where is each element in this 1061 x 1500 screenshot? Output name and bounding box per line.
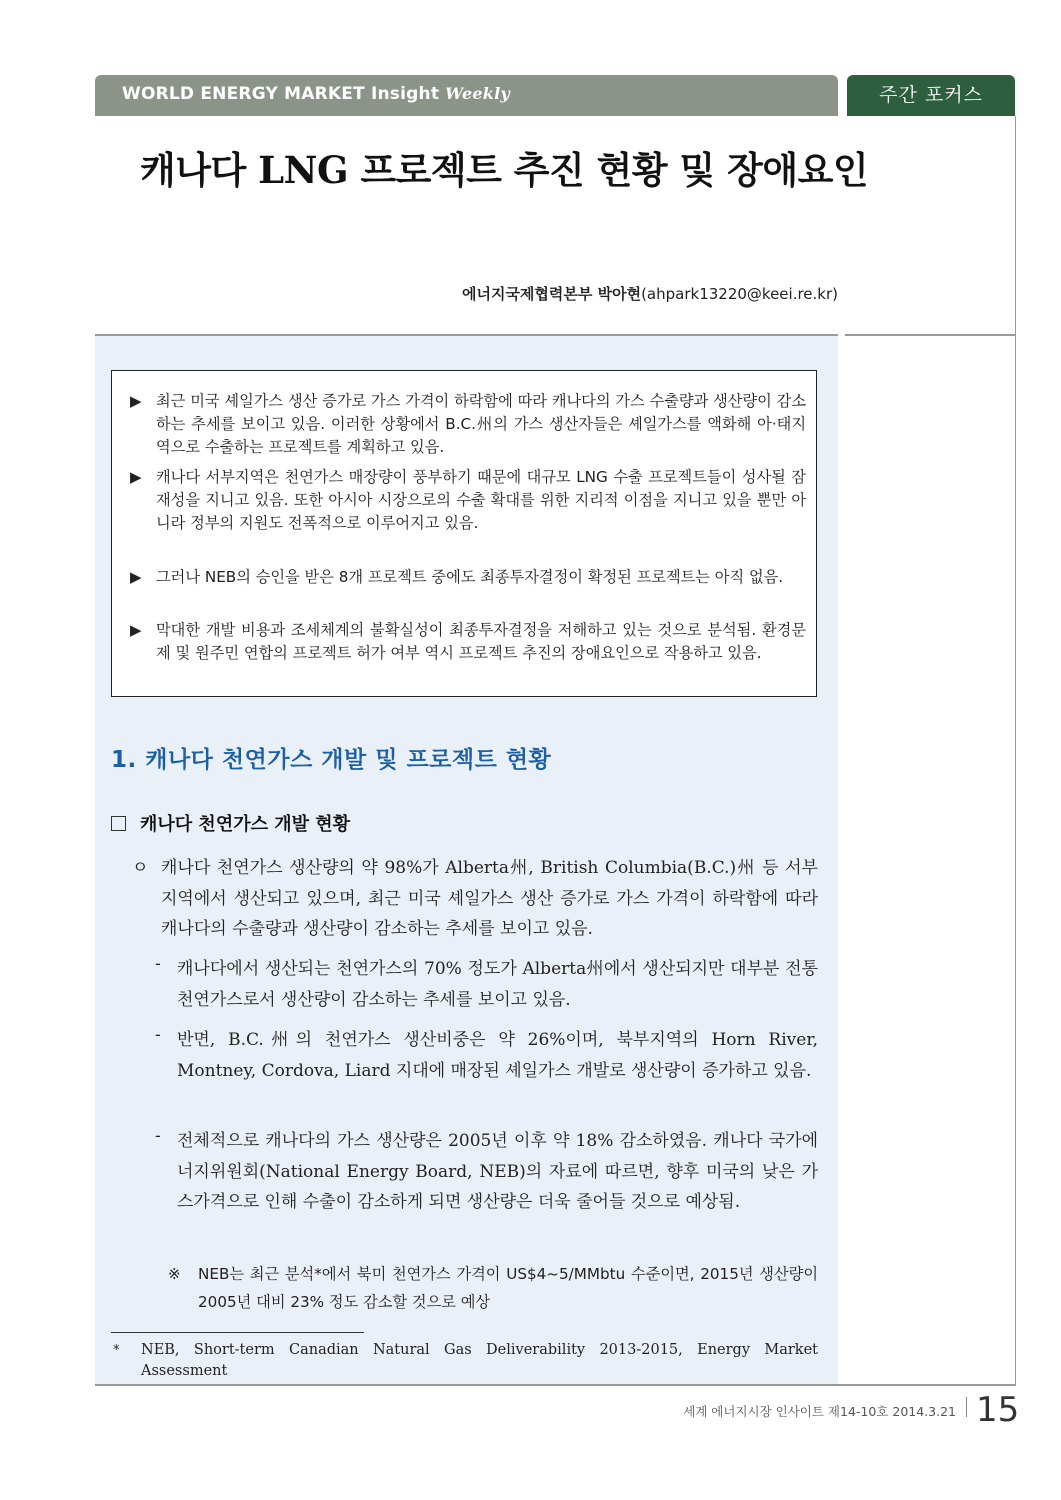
dash-paragraph: 캐나다에서 생산되는 천연가스의 70% 정도가 Alberta州에서 생산되지만 대부분 전통 천연가스로서 생산량이 감소하는 추세를 보이고 있음. (177, 959, 818, 1010)
summary-item: ▶ 막대한 개발 비용과 조세체계의 불확실성이 최종투자결정을 저해하고 있는 것으로 분석됨. 환경문제 및 원주민 연합의 프로젝트 허가 여부 역시 프로젝트 추진의 장애요인으로 작용하고 있음. (130, 621, 806, 662)
bullet-arrow-icon: ▶ (130, 468, 142, 486)
circle-bullet: ㅇ (132, 858, 149, 878)
series-title: WORLD ENERGY MARKET Insight Weekly (122, 84, 510, 104)
footnote-rule (111, 1332, 364, 1333)
section-heading: 1. 캐나다 천연가스 개발 및 프로젝트 현황 (111, 747, 552, 773)
article-title: 캐나다 LNG 프로젝트 추진 현황 및 장애요인 (140, 148, 869, 192)
summary-item: ▶ 캐나다 서부지역은 천연가스 매장량이 풍부하기 때문에 대규모 LNG 수출 프로젝트들이 성사될 잠재성을 지니고 있음. 또한 아시아 시장으로의 수출 확대를 위한 지리적 이점을 지니고 있을 뿐만 아니라 정부의 지원도 전폭적으로 이루어지고 있음. (130, 468, 806, 532)
top-rule-right (845, 334, 1015, 336)
author-line (462, 283, 838, 304)
reference-mark: ※ (168, 1265, 181, 1283)
bullet-arrow-icon: ▶ (130, 392, 142, 410)
summary-box (111, 370, 817, 697)
dash-paragraph: 반면, B.C.州의 천연가스 생산비중은 약 26%이며, 북부지역의 Horn River, Montney, Cordova, Liard 지대에 매장된 셰일가스 개발로 생산량이 증가하고 있음. (177, 1030, 818, 1081)
footer-separator (966, 1397, 967, 1417)
summary-item: ▶ 최근 미국 셰일가스 생산 증가로 가스 가격이 하락함에 따라 캐나다의 가스 수출량과 생산량이 감소하는 추세를 보이고 있음. 이러한 상황에서 B.C.州의 가스 생산자들은 셰일가스를 액화해 아·태지역으로 수출하는 프로젝트를 계획하고 있음. (130, 392, 806, 456)
note-paragraph: NEB는 최근 분석*에서 북미 천연가스 가격이 US$4~5/MMbtu 수준이면, 2015년 생산량이 2005년 대비 23% 정도 감소할 것으로 예상 (198, 1265, 818, 1311)
main-paragraph: 캐나다 천연가스 생산량의 약 98%가 Alberta州, British Columbia(B.C.)州 등 서부지역에서 생산되고 있으며, 최근 미국 셰일가스 생산 증가로 가스 가격이 하락함에 따라 캐나다의 수출량과 생산량이 감소하는 추세를 보이고 있음. (161, 858, 818, 939)
bottom-rule (95, 1384, 1015, 1386)
section-tag: 주간 포커스 (847, 75, 1015, 116)
summary-item: ▶ 그러나 NEB의 승인을 받은 8개 프로젝트 중에도 최종투자결정이 확정된 프로젝트는 아직 없음. (130, 566, 806, 589)
bullet-arrow-icon: ▶ (130, 621, 142, 639)
subsection-heading: 캐나다 천연가스 개발 현황 (111, 810, 350, 836)
header-bar (95, 75, 838, 116)
checkbox-square-icon (111, 816, 126, 831)
footer-publication: 세계 에너지시장 인사이트 제14-10호 2014.3.21 (683, 1404, 956, 1419)
page-number: 15 (976, 1390, 1020, 1430)
right-divider (1015, 116, 1016, 1386)
bullet-arrow-icon: ▶ (130, 568, 142, 586)
author-email: (ahpark13220@keei.re.kr) (641, 285, 838, 303)
footnote-marker: * (113, 1343, 120, 1358)
series-weekly: Weekly (445, 84, 510, 103)
dash-bullet: - (155, 1025, 161, 1045)
author-name: 에너지국제협력본부 박아현 (461, 285, 642, 303)
dash-bullet: - (155, 1126, 161, 1146)
dash-bullet: - (155, 954, 161, 974)
footnote: NEB, Short-term Canadian Natural Gas Deliverability 2013-2015, Energy Market Assessment (141, 1342, 818, 1379)
dash-paragraph: 전체적으로 캐나다의 가스 생산량은 2005년 이후 약 18% 감소하였음. 캐나다 국가에너지위원회(National Energy Board, NEB)의 자료에 따르면, 향후 미국의 낮은 가스가격으로 인해 수출이 감소하게 되면 생산량은 더욱 줄어들 것으로 예상됨. (177, 1131, 818, 1212)
